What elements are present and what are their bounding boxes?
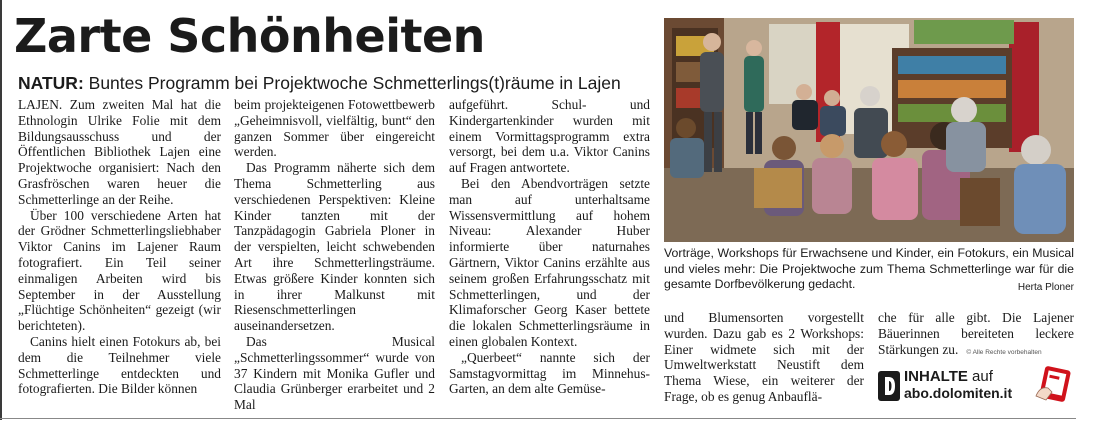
article-column-5 <box>878 310 1074 360</box>
paragraph: Canins hielt einen Fotokurs ab, bei dem die Teilnehmer viele Schmetterlinge entdeckten und fotografierten. Die Bilder können <box>18 333 221 397</box>
rights-notice: © Alle Rechte vorbehalten <box>966 348 1042 356</box>
paragraph: Das Programm näherte sich dem Thema Schmetterling aus verschiedenen Perspektiven: Kleine Kinder tanzten mit der Tanzpädagogin Gabriela Ploner in der verspielten, leicht schwebenden Art ihre Schmetterlingsträume. Etwas größere Kinder konnten sich in ihrer Malkunst mit Riesenschmetterlingen auseinandersetzen. <box>234 160 435 334</box>
promo-banner[interactable] <box>878 366 1078 404</box>
paragraph: Das Musical „Schmetterlingssommer“ wurde von 37 Kindern mit Monika Gufler und Claudia Grünberger erarbeitet und 2 Mal <box>234 333 435 413</box>
article-column-2 <box>234 97 435 413</box>
tablet-hand-icon <box>1034 366 1074 402</box>
left-border-rule <box>0 0 2 420</box>
paragraph-text: che für alle gibt. Die Lajener Bäuerinnen bereiteten leckere Stärkungen zu. <box>878 310 1074 357</box>
paragraph: „Querbeet“ nannte sich der Samstagvormittag im Minnehus-Garten, an dem alte Gemüse- <box>449 349 650 397</box>
promo-light: auf <box>967 368 993 385</box>
article-column-4 <box>664 310 864 405</box>
dolomiten-logo-icon <box>878 371 900 401</box>
paragraph: und Blumensorten vorgestellt wurden. Dazu gab es 2 Workshops: Einer widmete sich mit der Umweltwerkstatt Neustift dem Thema Wiese, ein weiterer der Frage, ob es genug Anbauflä- <box>664 310 864 404</box>
photo-credit: Herta Ploner <box>1017 282 1074 294</box>
article-column-3 <box>449 97 650 397</box>
subheadline-kicker: NATUR: <box>18 73 84 93</box>
photo-caption-text: Vorträge, Workshops für Erwachsene und Kinder, ein Fotokurs, ein Musical und vieles mehr: Die Projektwoche zum Thema Schmetterlinge war für die gesamte Dorfbevölkerung gedacht. <box>664 246 1074 292</box>
event-photo <box>664 18 1074 242</box>
paragraph: Bei den Abendvorträgen setzte man auf unterhaltsame Wissensvermittlung auf hohem Niveau: Alexander Huber informierte über naturnahes Gärtnern, Viktor Canins erzählte aus seinem großen Erfahrungsschatz mit Schmetterlingen, und der Klimaforscher Georg Kaser bettete die lokalen Schmetterlingsräume in einen globalen Kontext. <box>449 175 650 349</box>
promo-line-1 <box>904 369 1012 385</box>
promo-bold: INHALTE <box>904 368 968 385</box>
paragraph <box>878 310 1074 360</box>
subheadline <box>18 72 621 94</box>
article-column-1 <box>18 97 221 397</box>
photo-caption <box>664 246 1074 296</box>
paragraph: beim projekteigenen Fotowettbewerb „Geheimnisvoll, vielfältig, bunt“ den ganzen Sommer über eingereicht werden. <box>234 97 435 160</box>
event-photo-illustration <box>664 18 1074 242</box>
promo-text <box>904 369 1012 401</box>
paragraph: Über 100 verschiedene Arten hat der Grödner Schmetterlingsliebhaber Viktor Canins im Lajener Raum fotografiert. Ein Teil seiner einmaligen Arbeiten wird bis September in der Ausstellung „Flüchtige Schönheiten“ gezeigt (wir berichteten). <box>18 207 221 334</box>
paragraph: LAJEN. Zum zweiten Mal hat die Ethnologin Ulrike Folie mit dem Bildungsausschuss und der Öffentlichen Bibliothek Lajen eine Projektwoche organisiert: Nach den Grasfröschen waren heuer die Schmetterlinge an der Reihe. <box>18 97 221 207</box>
headline: Zarte Schönheiten <box>14 9 485 63</box>
subheadline-text: Buntes Programm bei Projektwoche Schmetterlings(t)räume in Lajen <box>88 73 621 93</box>
promo-url[interactable]: abo.dolomiten.it <box>904 385 1013 401</box>
paragraph: aufgeführt. Schul- und Kindergartenkinder wurden mit einem Vormittagsprogramm extra versorgt, bei dem u.a. Viktor Canins auf Fragen antwortete. <box>449 97 650 176</box>
bottom-rule <box>0 418 1076 419</box>
